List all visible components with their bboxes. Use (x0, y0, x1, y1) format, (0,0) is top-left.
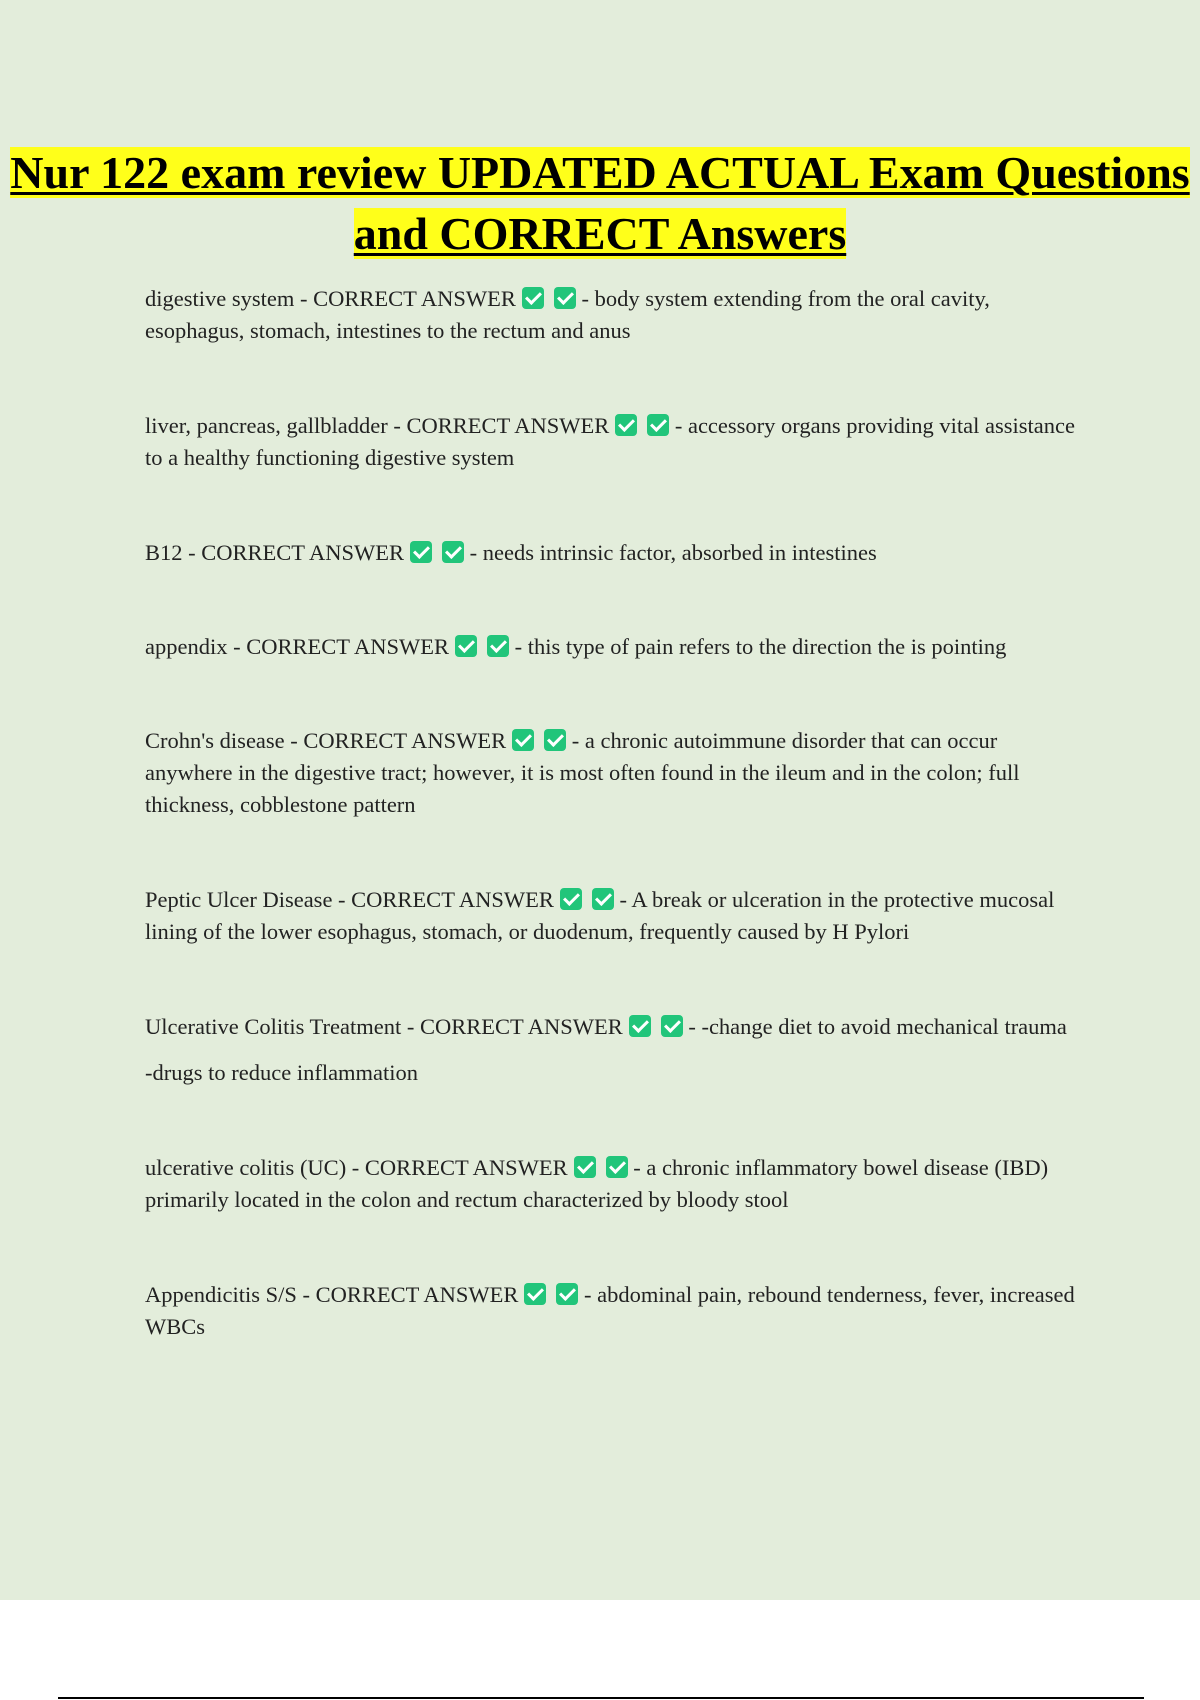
entry-b12 (145, 537, 1090, 569)
entry-appendix (145, 631, 1090, 663)
check-mark-icon (512, 729, 534, 751)
entry-text (145, 1011, 1090, 1043)
check-mark-icon (487, 635, 509, 657)
entry-peptic-ulcer-disease (145, 884, 1090, 948)
check-mark-icon (522, 287, 544, 309)
entry-definition: - a chronic inflammatory bowel disease (IBD) primarily located in the colon and rectum characterized by bloody stool (145, 1155, 1049, 1212)
check-mark-icon (574, 1156, 596, 1178)
entry-text (145, 725, 1090, 821)
check-mark-icon (442, 541, 464, 563)
entry-definition: - accessory organs providing vital assistance to a healthy functioning digestive system (145, 413, 1075, 470)
entry-term: ulcerative colitis (UC) - CORRECT ANSWER (145, 1155, 568, 1180)
check-mark-icon (647, 414, 669, 436)
entry-term: Peptic Ulcer Disease - CORRECT ANSWER (145, 887, 554, 912)
check-mark-icon (455, 635, 477, 657)
entry-text (145, 283, 1090, 347)
entry-appendicitis-ss (145, 1279, 1090, 1343)
entry-definition: - abdominal pain, rebound tenderness, fever, increased WBCs (145, 1282, 1075, 1339)
entry-text (145, 631, 1090, 663)
check-mark-icon (615, 414, 637, 436)
check-mark-icon (592, 888, 614, 910)
entry-text (145, 1152, 1090, 1216)
check-mark-icon (606, 1156, 628, 1178)
entry-text (145, 884, 1090, 948)
entry-crohns-disease (145, 725, 1090, 821)
check-mark-icon (629, 1015, 651, 1037)
entry-list (145, 283, 1090, 1343)
check-mark-icon (544, 729, 566, 751)
entry-term: appendix - CORRECT ANSWER (145, 634, 449, 659)
entry-term: Appendicitis S/S - CORRECT ANSWER (145, 1282, 519, 1307)
entry-text (145, 1279, 1090, 1343)
check-mark-icon (410, 541, 432, 563)
entry-definition: - needs intrinsic factor, absorbed in intestines (469, 540, 877, 565)
check-mark-icon (560, 888, 582, 910)
check-mark-icon (661, 1015, 683, 1037)
entry-extra-line: -drugs to reduce inflammation (145, 1060, 419, 1085)
entry-definition: - -change diet to avoid mechanical trauma (688, 1014, 1067, 1039)
check-mark-icon (554, 287, 576, 309)
title-block (0, 142, 1200, 264)
footer-divider (58, 1697, 1144, 1699)
entry-digestive-system (145, 283, 1090, 347)
entry-definition: - this type of pain refers to the direction the is pointing (514, 634, 1007, 659)
entry-definition: - body system extending from the oral cavity, esophagus, stomach, intestines to the rectum and anus (145, 286, 990, 343)
check-mark-icon (556, 1283, 578, 1305)
entry-uc-treatment (145, 1011, 1090, 1089)
entry-accessory-organs (145, 410, 1090, 474)
entry-text (145, 410, 1090, 474)
entry-text (145, 537, 1090, 569)
entry-ulcerative-colitis (145, 1152, 1090, 1216)
entry-definition: - A break or ulceration in the protective mucosal lining of the lower esophagus, stomach, or duodenum, frequently caused by H Pylori (145, 887, 1055, 944)
document-title: Nur 122 exam review UPDATED ACTUAL Exam Questions and CORRECT Answers (10, 147, 1190, 259)
entry-term: Crohn's disease - CORRECT ANSWER (145, 728, 507, 753)
entry-term: B12 - CORRECT ANSWER (145, 540, 404, 565)
check-mark-icon (524, 1283, 546, 1305)
entry-term: digestive system - CORRECT ANSWER (145, 286, 516, 311)
entry-definition: - a chronic autoimmune disorder that can occur anywhere in the digestive tract; however, it is most often found in the ileum and in the colon; full thickness, cobblestone pattern (145, 728, 1020, 817)
entry-term: liver, pancreas, gallbladder - CORRECT ANSWER (145, 413, 610, 438)
entry-term: Ulcerative Colitis Treatment - CORRECT ANSWER (145, 1014, 623, 1039)
